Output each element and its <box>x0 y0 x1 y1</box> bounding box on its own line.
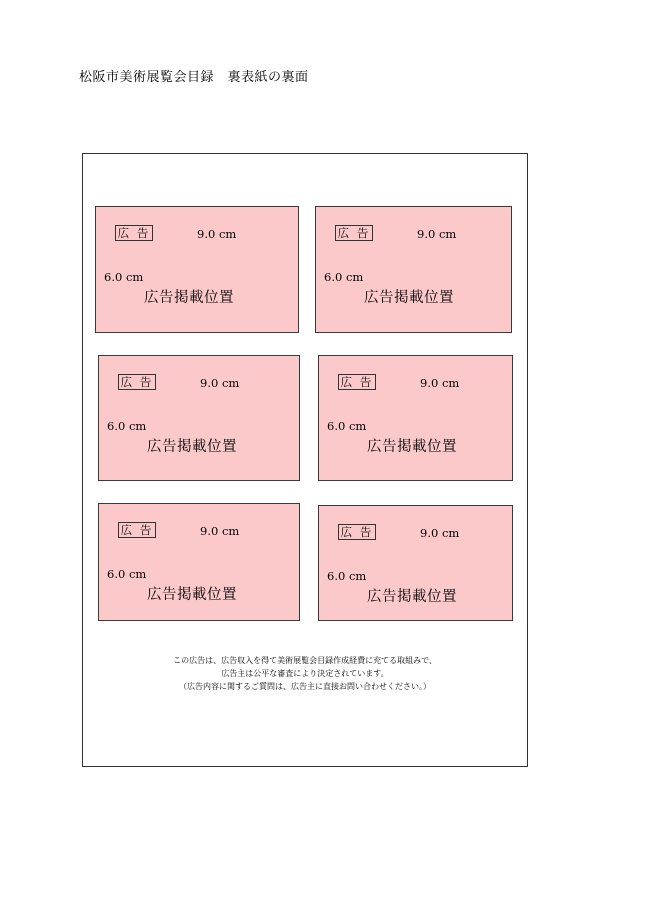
ad-height-label: 6.0 cm <box>107 567 147 581</box>
ad-tag: 広 告 <box>335 225 373 241</box>
page-title: 松阪市美術展覧会目録 裏表紙の裏面 <box>79 70 309 85</box>
ad-width-label: 9.0 cm <box>420 376 460 390</box>
ad-box-2 <box>315 206 512 333</box>
ad-box-4 <box>318 355 513 481</box>
ad-box-1 <box>95 206 299 333</box>
note-line-3: （広告内容に関するご質問は、広告主に直接お問い合わせください。） <box>179 682 431 691</box>
ad-width-label: 9.0 cm <box>200 376 240 390</box>
ad-position-label: 広告掲載位置 <box>367 439 457 455</box>
ad-width-label: 9.0 cm <box>197 227 237 241</box>
ad-height-label: 6.0 cm <box>327 419 367 433</box>
ad-height-label: 6.0 cm <box>107 419 147 433</box>
ad-box-3 <box>98 355 300 481</box>
ad-height-label: 6.0 cm <box>104 270 144 284</box>
ad-width-label: 9.0 cm <box>417 227 457 241</box>
ad-box-6 <box>318 505 513 621</box>
ad-height-label: 6.0 cm <box>324 270 364 284</box>
ad-position-label: 広告掲載位置 <box>147 439 237 455</box>
ad-width-label: 9.0 cm <box>420 526 460 540</box>
ad-tag: 広 告 <box>118 522 156 538</box>
ad-tag: 広 告 <box>115 225 153 241</box>
ad-position-label: 広告掲載位置 <box>147 587 237 603</box>
ad-position-label: 広告掲載位置 <box>367 589 457 605</box>
ad-width-label: 9.0 cm <box>200 524 240 538</box>
ad-tag: 広 告 <box>118 374 156 390</box>
ad-box-5 <box>98 503 300 621</box>
ad-tag: 広 告 <box>338 524 376 540</box>
ad-tag: 広 告 <box>338 374 376 390</box>
note-line-1: この広告は、広告収入を得て美術展覧会目録作成経費に充てる取組みで、 <box>173 656 437 665</box>
ad-position-label: 広告掲載位置 <box>144 290 234 306</box>
ad-height-label: 6.0 cm <box>327 569 367 583</box>
ad-position-label: 広告掲載位置 <box>364 290 454 306</box>
note-line-2: 広告主は公平な審査により決定されています。 <box>221 669 389 678</box>
